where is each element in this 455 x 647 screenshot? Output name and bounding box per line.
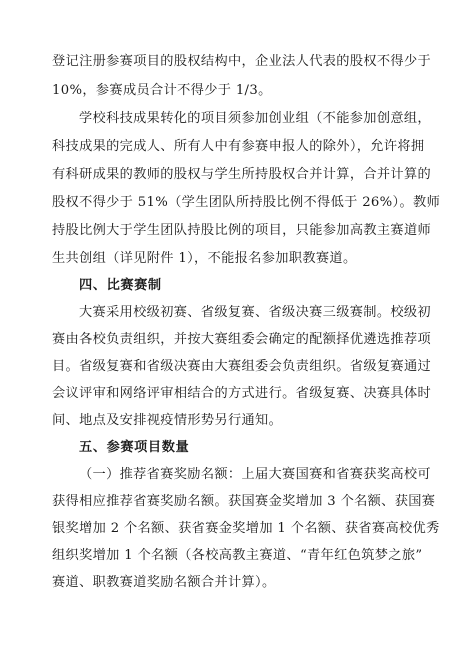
paragraph-line: 大赛采用校级初赛、省级复赛、省级决赛三级赛制。校级初 (79, 305, 431, 320)
paragraph-line: 赛道、职教赛道奖励名额合并计算）。 (52, 575, 276, 590)
paragraph-line: 持股比例大于学生团队持股比例的项目，只能参加高教主赛道师 (52, 223, 432, 238)
paragraph-line: 有科研成果的教师的股权与学生所持股权合并计算，合并计算的 (52, 167, 432, 182)
paragraph-line: 生共创组（详见附件 1），不能报名参加职教赛道。 (52, 251, 357, 266)
paragraph-line: 获得相应推荐省赛奖励名额。获国赛金奖增加 3 个名额、获国赛 (52, 494, 436, 509)
paragraph-line: 学校科技成果转化的项目须参加创业组（不能参加创意组， (79, 111, 431, 126)
paragraph-line: 登记注册参赛项目的股权结构中，企业法人代表的股权不得少于 (52, 54, 432, 69)
paragraph-line: 间、地点及安排视疫情形势另行通知。 (52, 413, 283, 428)
paragraph-line: 10%，参赛成员合计不得少于 1/3。 (52, 83, 272, 98)
paragraph-line: 组织奖增加 1 个名额（各校高教主赛道、“青年红色筑梦之旅” (52, 548, 423, 563)
paragraph-line: 赛由各校负责组织，并按大赛组委会确定的配额择优遴选推荐项 (52, 332, 432, 347)
paragraph-line: 会议评审和网络评审相结合的方式进行。省级复赛、决赛具体时 (52, 386, 432, 401)
section-heading: 四、比赛赛制 (79, 278, 162, 293)
paragraph-line: 目。省级复赛和省级决赛由大赛组委会负责组织。省级复赛通过 (52, 359, 432, 374)
paragraph-line: 银奖增加 2 个名额、获省赛金奖增加 1 个名额、获省赛高校优秀 (52, 521, 440, 536)
paragraph-line: 股权不得少于 51%（学生团队所持股比例不得低于 26%）。教师 (52, 195, 441, 210)
paragraph-line: （一）推荐省赛奖励名额：上届大赛国赛和省赛获奖高校可 (79, 467, 431, 482)
paragraph-line: 科技成果的完成人、所有人中有参赛申报人的除外），允许将拥 (52, 139, 425, 154)
section-heading: 五、参赛项目数量 (79, 440, 190, 455)
